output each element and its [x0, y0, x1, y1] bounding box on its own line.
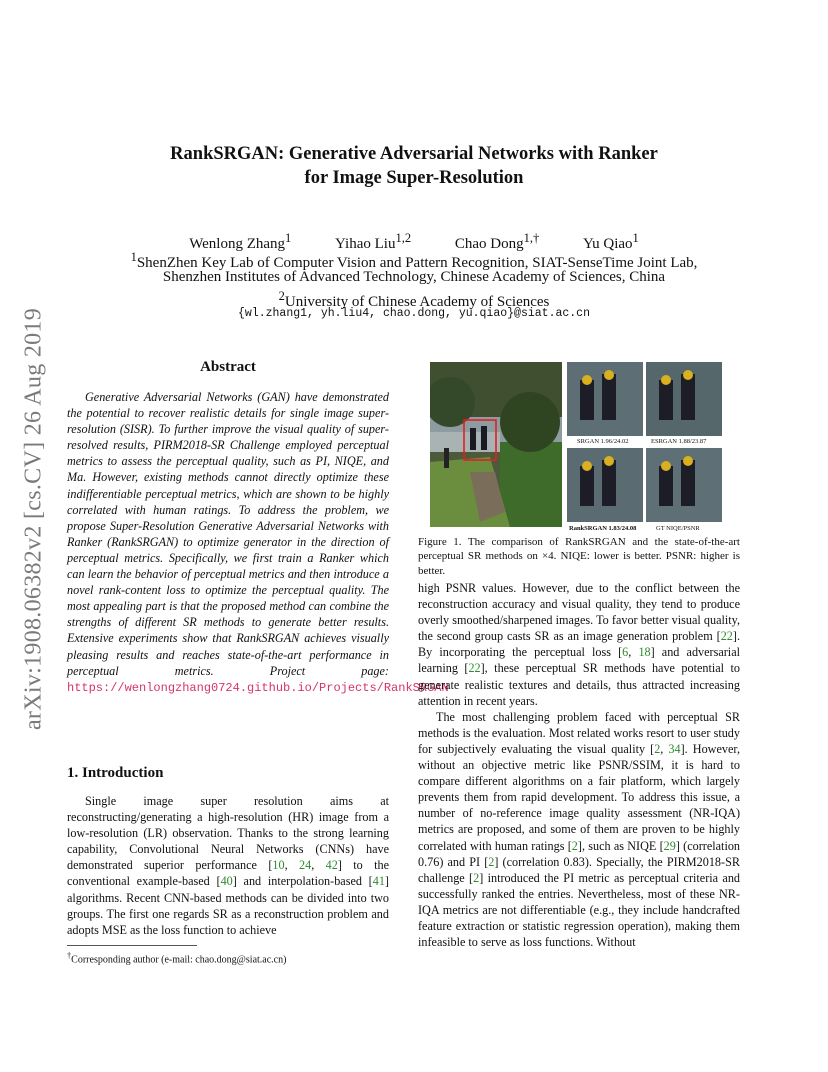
intro-body: Single image super resolution aims at reconstructing/generating a high-resolution (HR) image from a low-resolution (LR) observation. Thanks to the strong learning capability, Convolutional Neural Networks (CNNs) have demonstrated superior performance [10, 24, 42] to the conventional example-based [40] and interpolation-based [41] algorithms. Recent CNN-based methods can be divided into two groups. The first one regards SR as a reconstruction problem and adopts MSE as the loss function to achieve — [67, 794, 390, 937]
author: Wenlong Zhang$^1$ — [189, 231, 292, 252]
author-emails: {wl.zhang1, yh.liu4, chao.dong, yu.qiao}@siat.ac.cn — [238, 307, 590, 320]
abstract-text: Generative Adversarial Networks (GAN) have demonstrated the potential to recover realistic details for single image super-resolution (SISR). To further improve the visual quality of super-resolved results, PIRM2018-SR Challenge employed perceptual metrics to assess the perceptual quality, such as PI, NIQE, and Ma. However, existing methods cannot directly optimize these indifferentiable perceptual metrics, which are shown to be highly correlated with human ratings. To address the problem, we propose Super-Resolution Generative Adversarial Networks with Ranker (RankSRGAN) to optimize generator in the direction of perceptual metrics. Specifically, we first train a Ranker which can learn the behavior of perceptual metrics and then introduce a novel rank-content loss to optimize the perceptual quality. The most appealing part is that the proposed method can combine the strengths of different SR methods to generate better results. Extensive experiments show that RankSRGAN achieves visually pleasing results and reaches state-of-the-art performance in perceptual metrics. Project page: — [67, 390, 389, 678]
citation-link[interactable]: 41 — [372, 874, 385, 889]
citation-link[interactable]: 24 — [299, 858, 312, 873]
paper-title — [0, 142, 828, 190]
author: Yu Qiao$^1$ — [582, 231, 639, 252]
citation-link[interactable]: 2 — [571, 838, 578, 853]
crop-label-ranksrgan: RankSRGAN 1.83/24.08 — [569, 525, 637, 532]
crop-label-gt: GT NIQE/PSNR — [656, 525, 700, 532]
title-line-1: RankSRGAN: Generative Adversarial Networks with Ranker — [170, 144, 658, 164]
affiliation-1-line-2: Shenzhen Institutes of Advanced Technology, Chinese Academy of Sciences, China — [162, 269, 666, 285]
citation-link[interactable]: 22 — [468, 661, 481, 676]
citation-link[interactable]: 42 — [325, 858, 338, 873]
citation-link[interactable]: 6 — [622, 645, 629, 660]
figure-1-caption: Figure 1. The comparison of RankSRGAN and the state-of-the-art perceptual SR methods on ×4. NIQE: lower is better. PSNR: higher is better. — [418, 536, 740, 577]
footnote: †Corresponding author (e-mail: chao.dong@siat.ac.cn) — [67, 951, 287, 966]
author: Yihao Liu$^{1,2}$ — [335, 231, 412, 252]
citation-link[interactable]: 10 — [272, 858, 285, 873]
figure-1 — [430, 362, 737, 532]
right-column-body: high PSNR values. However, due to the conflict between the reconstruction accuracy and visual quality, they tend to produce overly smoothed/sharpened images. To favor better visual quality, the second group casts SR as an image generation problem [22]. By incorporating the perceptual loss [6, 18] and adversarial learning [22], these perceptual SR methods have potential to generate realistic textures and details, thus attracted increasing attention in recent years. The most challenging problem faced with perceptual SR methods is the evaluation. Most related works resort to user study for subjectively evaluating the visual quality [2, 34]. However, without an objective metric like PSNR/SSIM, it is hard to compare different algorithms on a fair platform, which largely prevents them from rapid development. To address this issue, a number of no-reference image quality assessment (NR-IQA) metrics are proposed, and some of them are proven to be highly correlated with human ratings [2], such as NIQE [29] (correlation 0.76) and PI [2] (correlation 0.83). Specially, the PIRM2018-SR challenge [2] introduced the PI metric as perceptual criteria and successfully ranked the entries. Nevertheless, most of these NR-IQA metrics are not differentiable (e.g., they include handcrafted feature extraction or statistic regression operation), making them infeasible to serve as loss functions. Without — [418, 581, 741, 950]
arxiv-identifier: arXiv:1908.06382v2 [cs.CV] 26 Aug 2019 — [20, 307, 47, 731]
abstract-body — [67, 389, 449, 696]
crop-label-srgan: SRGAN 1.96/24.02 — [577, 438, 629, 445]
citation-link[interactable]: 40 — [220, 874, 233, 889]
scene-image — [430, 362, 562, 527]
author: Chao Dong$^{1,\dagger}$ — [454, 231, 540, 252]
crop-gt — [646, 448, 722, 532]
arxiv-sidebar — [12, 284, 56, 754]
citation-link[interactable]: 2 — [654, 741, 661, 756]
citation-link[interactable]: 18 — [638, 645, 651, 660]
citation-link[interactable]: 29 — [663, 838, 676, 853]
crop-ranksrgan — [567, 448, 643, 532]
title-line-2: for Image Super-Resolution — [304, 168, 524, 188]
citation-link[interactable]: 2 — [488, 854, 495, 869]
crop-label-esrgan: ESRGAN 1.88/23.87 — [651, 438, 707, 445]
abstract-heading: Abstract — [200, 359, 256, 375]
affiliation-2: $^2$University of Chinese Academy of Sciences — [278, 289, 550, 310]
crop-esrgan — [646, 362, 722, 445]
affiliation-1-line-1: $^1$ShenZhen Key Lab of Computer Vision and Pattern Recognition, SIAT-SenseTime Joint Lab, — [130, 250, 698, 271]
citation-link[interactable]: 2 — [473, 870, 480, 885]
crop-srgan — [567, 362, 643, 445]
footnote-divider — [67, 945, 197, 946]
intro-heading: 1. Introduction — [67, 765, 164, 781]
project-page-link[interactable]: https://wenlongzhang0724.github.io/Projects/RankSRGAN — [67, 680, 449, 695]
citation-link[interactable]: 22 — [720, 629, 733, 644]
citation-link[interactable]: 34 — [668, 741, 681, 756]
